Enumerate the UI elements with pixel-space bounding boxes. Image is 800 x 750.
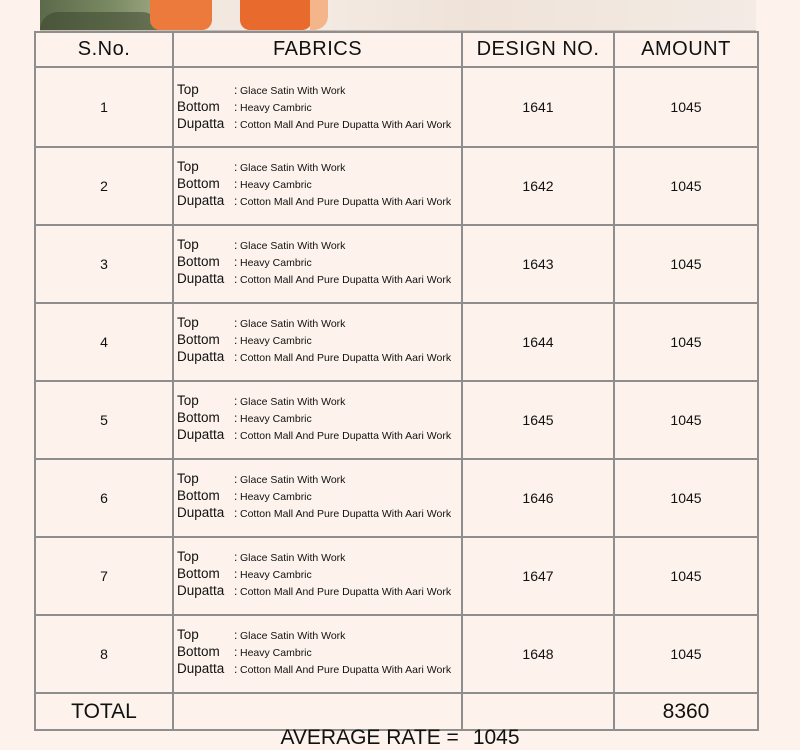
- fabric-line: [174, 409, 461, 426]
- fabric-line: [174, 115, 461, 132]
- fabric-material: Glace Satin With Work: [240, 396, 346, 408]
- row-fabrics: [173, 615, 462, 693]
- row-design-no: 1646: [462, 459, 614, 537]
- fabric-separator: :: [234, 272, 238, 286]
- row-design-no: 1643: [462, 225, 614, 303]
- fabric-separator: :: [234, 100, 238, 114]
- fabric-part-label: Bottom: [177, 410, 220, 425]
- fabric-line: [174, 331, 461, 348]
- row-sno: 5: [35, 381, 173, 459]
- fabric-part-label: Bottom: [177, 488, 220, 503]
- row-fabrics: [173, 67, 462, 147]
- fabric-separator: :: [234, 472, 238, 486]
- fabric-material: Heavy Cambric: [240, 179, 312, 191]
- fabric-line: [174, 81, 461, 98]
- fabric-part-label: Bottom: [177, 99, 220, 114]
- fabric-material: Glace Satin With Work: [240, 630, 346, 642]
- header-sno: S.No.: [35, 32, 173, 67]
- fabric-line: [174, 470, 461, 487]
- table-row: [35, 381, 758, 459]
- fabric-separator: :: [234, 316, 238, 330]
- fabric-separator: :: [234, 160, 238, 174]
- header-design-no: DESIGN NO.: [462, 32, 614, 67]
- row-sno: 7: [35, 537, 173, 615]
- row-sno: 3: [35, 225, 173, 303]
- total-amount: 8360: [614, 693, 758, 730]
- row-amount: 1045: [614, 381, 758, 459]
- fabric-line: [174, 643, 461, 660]
- fabric-separator: :: [234, 506, 238, 520]
- fabric-separator: :: [234, 428, 238, 442]
- row-amount: 1045: [614, 147, 758, 225]
- fabric-separator: :: [234, 567, 238, 581]
- total-row: [35, 693, 758, 730]
- fabric-part-label: Top: [177, 549, 199, 564]
- table-row: [35, 615, 758, 693]
- fabric-separator: :: [234, 394, 238, 408]
- photo-garment: [310, 0, 328, 30]
- row-fabrics: [173, 303, 462, 381]
- average-rate-value: 1045: [472, 726, 520, 749]
- table-row: [35, 147, 758, 225]
- fabric-material: Heavy Cambric: [240, 102, 312, 114]
- fabric-part-label: Top: [177, 315, 199, 330]
- fabric-separator: :: [234, 177, 238, 191]
- fabric-separator: :: [234, 550, 238, 564]
- fabric-part-label: Dupatta: [177, 349, 225, 364]
- fabric-part-label: Bottom: [177, 176, 220, 191]
- fabric-line: [174, 582, 461, 599]
- photo-garment: [240, 0, 312, 30]
- fabric-material: Heavy Cambric: [240, 335, 312, 347]
- fabric-material: Cotton Mall And Pure Dupatta With Aari Work: [240, 586, 452, 598]
- row-fabrics: [173, 147, 462, 225]
- fabric-part-label: Bottom: [177, 644, 220, 659]
- row-fabrics: [173, 225, 462, 303]
- fabric-line: [174, 253, 461, 270]
- row-fabrics: [173, 381, 462, 459]
- total-empty-cell: [173, 693, 462, 730]
- fabric-material: Glace Satin With Work: [240, 162, 346, 174]
- fabric-part-label: Top: [177, 471, 199, 486]
- fabric-separator: :: [234, 117, 238, 131]
- fabric-line: [174, 426, 461, 443]
- fabric-material: Glace Satin With Work: [240, 474, 346, 486]
- fabric-separator: :: [234, 584, 238, 598]
- fabric-material: Cotton Mall And Pure Dupatta With Aari Work: [240, 119, 452, 131]
- row-amount: 1045: [614, 67, 758, 147]
- fabric-price-table: [34, 31, 759, 731]
- fabric-part-label: Dupatta: [177, 193, 225, 208]
- fabric-material: Cotton Mall And Pure Dupatta With Aari Work: [240, 196, 452, 208]
- fabric-material: Cotton Mall And Pure Dupatta With Aari Work: [240, 430, 452, 442]
- fabric-line: [174, 314, 461, 331]
- fabric-separator: :: [234, 238, 238, 252]
- fabric-material: Heavy Cambric: [240, 413, 312, 425]
- row-sno: 4: [35, 303, 173, 381]
- average-rate-label: AVERAGE RATE =: [280, 726, 459, 749]
- fabric-part-label: Top: [177, 237, 199, 252]
- row-sno: 2: [35, 147, 173, 225]
- fabric-material: Cotton Mall And Pure Dupatta With Aari Work: [240, 664, 452, 676]
- fabric-line: [174, 565, 461, 582]
- table-row: [35, 537, 758, 615]
- fabric-part-label: Dupatta: [177, 505, 225, 520]
- fabric-separator: :: [234, 83, 238, 97]
- fabric-separator: :: [234, 489, 238, 503]
- fabric-line: [174, 270, 461, 287]
- fabric-part-label: Dupatta: [177, 583, 225, 598]
- fabric-material: Glace Satin With Work: [240, 552, 346, 564]
- fabric-line: [174, 626, 461, 643]
- total-label: TOTAL: [35, 693, 173, 730]
- fabric-separator: :: [234, 662, 238, 676]
- row-design-no: 1645: [462, 381, 614, 459]
- row-amount: 1045: [614, 537, 758, 615]
- row-sno: 8: [35, 615, 173, 693]
- fabric-separator: :: [234, 333, 238, 347]
- total-empty-cell: [462, 693, 614, 730]
- fabric-line: [174, 192, 461, 209]
- fabric-line: [174, 348, 461, 365]
- fabric-separator: :: [234, 411, 238, 425]
- fabric-part-label: Bottom: [177, 254, 220, 269]
- row-design-no: 1642: [462, 147, 614, 225]
- fabric-line: [174, 660, 461, 677]
- fabric-material: Glace Satin With Work: [240, 318, 346, 330]
- fabric-line: [174, 548, 461, 565]
- row-design-no: 1641: [462, 67, 614, 147]
- table-row: [35, 225, 758, 303]
- row-design-no: 1648: [462, 615, 614, 693]
- fabric-material: Glace Satin With Work: [240, 240, 346, 252]
- row-fabrics: [173, 537, 462, 615]
- row-sno: 6: [35, 459, 173, 537]
- fabric-separator: :: [234, 645, 238, 659]
- fabric-part-label: Top: [177, 82, 199, 97]
- fabric-material: Heavy Cambric: [240, 491, 312, 503]
- fabric-material: Cotton Mall And Pure Dupatta With Aari Work: [240, 352, 452, 364]
- fabric-separator: :: [234, 350, 238, 364]
- fabric-separator: :: [234, 194, 238, 208]
- fabric-part-label: Bottom: [177, 566, 220, 581]
- fabric-line: [174, 392, 461, 409]
- row-amount: 1045: [614, 615, 758, 693]
- fabric-material: Cotton Mall And Pure Dupatta With Aari Work: [240, 508, 452, 520]
- table-row: [35, 303, 758, 381]
- fabric-material: Cotton Mall And Pure Dupatta With Aari Work: [240, 274, 452, 286]
- fabric-part-label: Bottom: [177, 332, 220, 347]
- fabric-part-label: Top: [177, 627, 199, 642]
- fabric-part-label: Dupatta: [177, 271, 225, 286]
- table-header-row: [35, 32, 758, 67]
- fabric-line: [174, 487, 461, 504]
- fabric-part-label: Top: [177, 159, 199, 174]
- row-amount: 1045: [614, 459, 758, 537]
- fabric-separator: :: [234, 255, 238, 269]
- header-amount: AMOUNT: [614, 32, 758, 67]
- fabric-material: Glace Satin With Work: [240, 85, 346, 97]
- photo-shadow: [40, 12, 160, 30]
- fabric-material: Heavy Cambric: [240, 647, 312, 659]
- row-design-no: 1644: [462, 303, 614, 381]
- fabric-line: [174, 504, 461, 521]
- fabric-separator: :: [234, 628, 238, 642]
- fabric-line: [174, 98, 461, 115]
- row-amount: 1045: [614, 225, 758, 303]
- fabric-part-label: Dupatta: [177, 116, 225, 131]
- row-sno: 1: [35, 67, 173, 147]
- average-rate: [0, 726, 800, 750]
- product-photo-strip: [40, 0, 756, 32]
- fabric-material: Heavy Cambric: [240, 569, 312, 581]
- row-amount: 1045: [614, 303, 758, 381]
- row-design-no: 1647: [462, 537, 614, 615]
- photo-garment: [150, 0, 212, 30]
- fabric-part-label: Top: [177, 393, 199, 408]
- table-row: [35, 67, 758, 147]
- fabric-line: [174, 236, 461, 253]
- row-fabrics: [173, 459, 462, 537]
- table-row: [35, 459, 758, 537]
- header-fabrics: FABRICS: [173, 32, 462, 67]
- fabric-line: [174, 175, 461, 192]
- fabric-line: [174, 158, 461, 175]
- fabric-material: Heavy Cambric: [240, 257, 312, 269]
- fabric-part-label: Dupatta: [177, 661, 225, 676]
- fabric-part-label: Dupatta: [177, 427, 225, 442]
